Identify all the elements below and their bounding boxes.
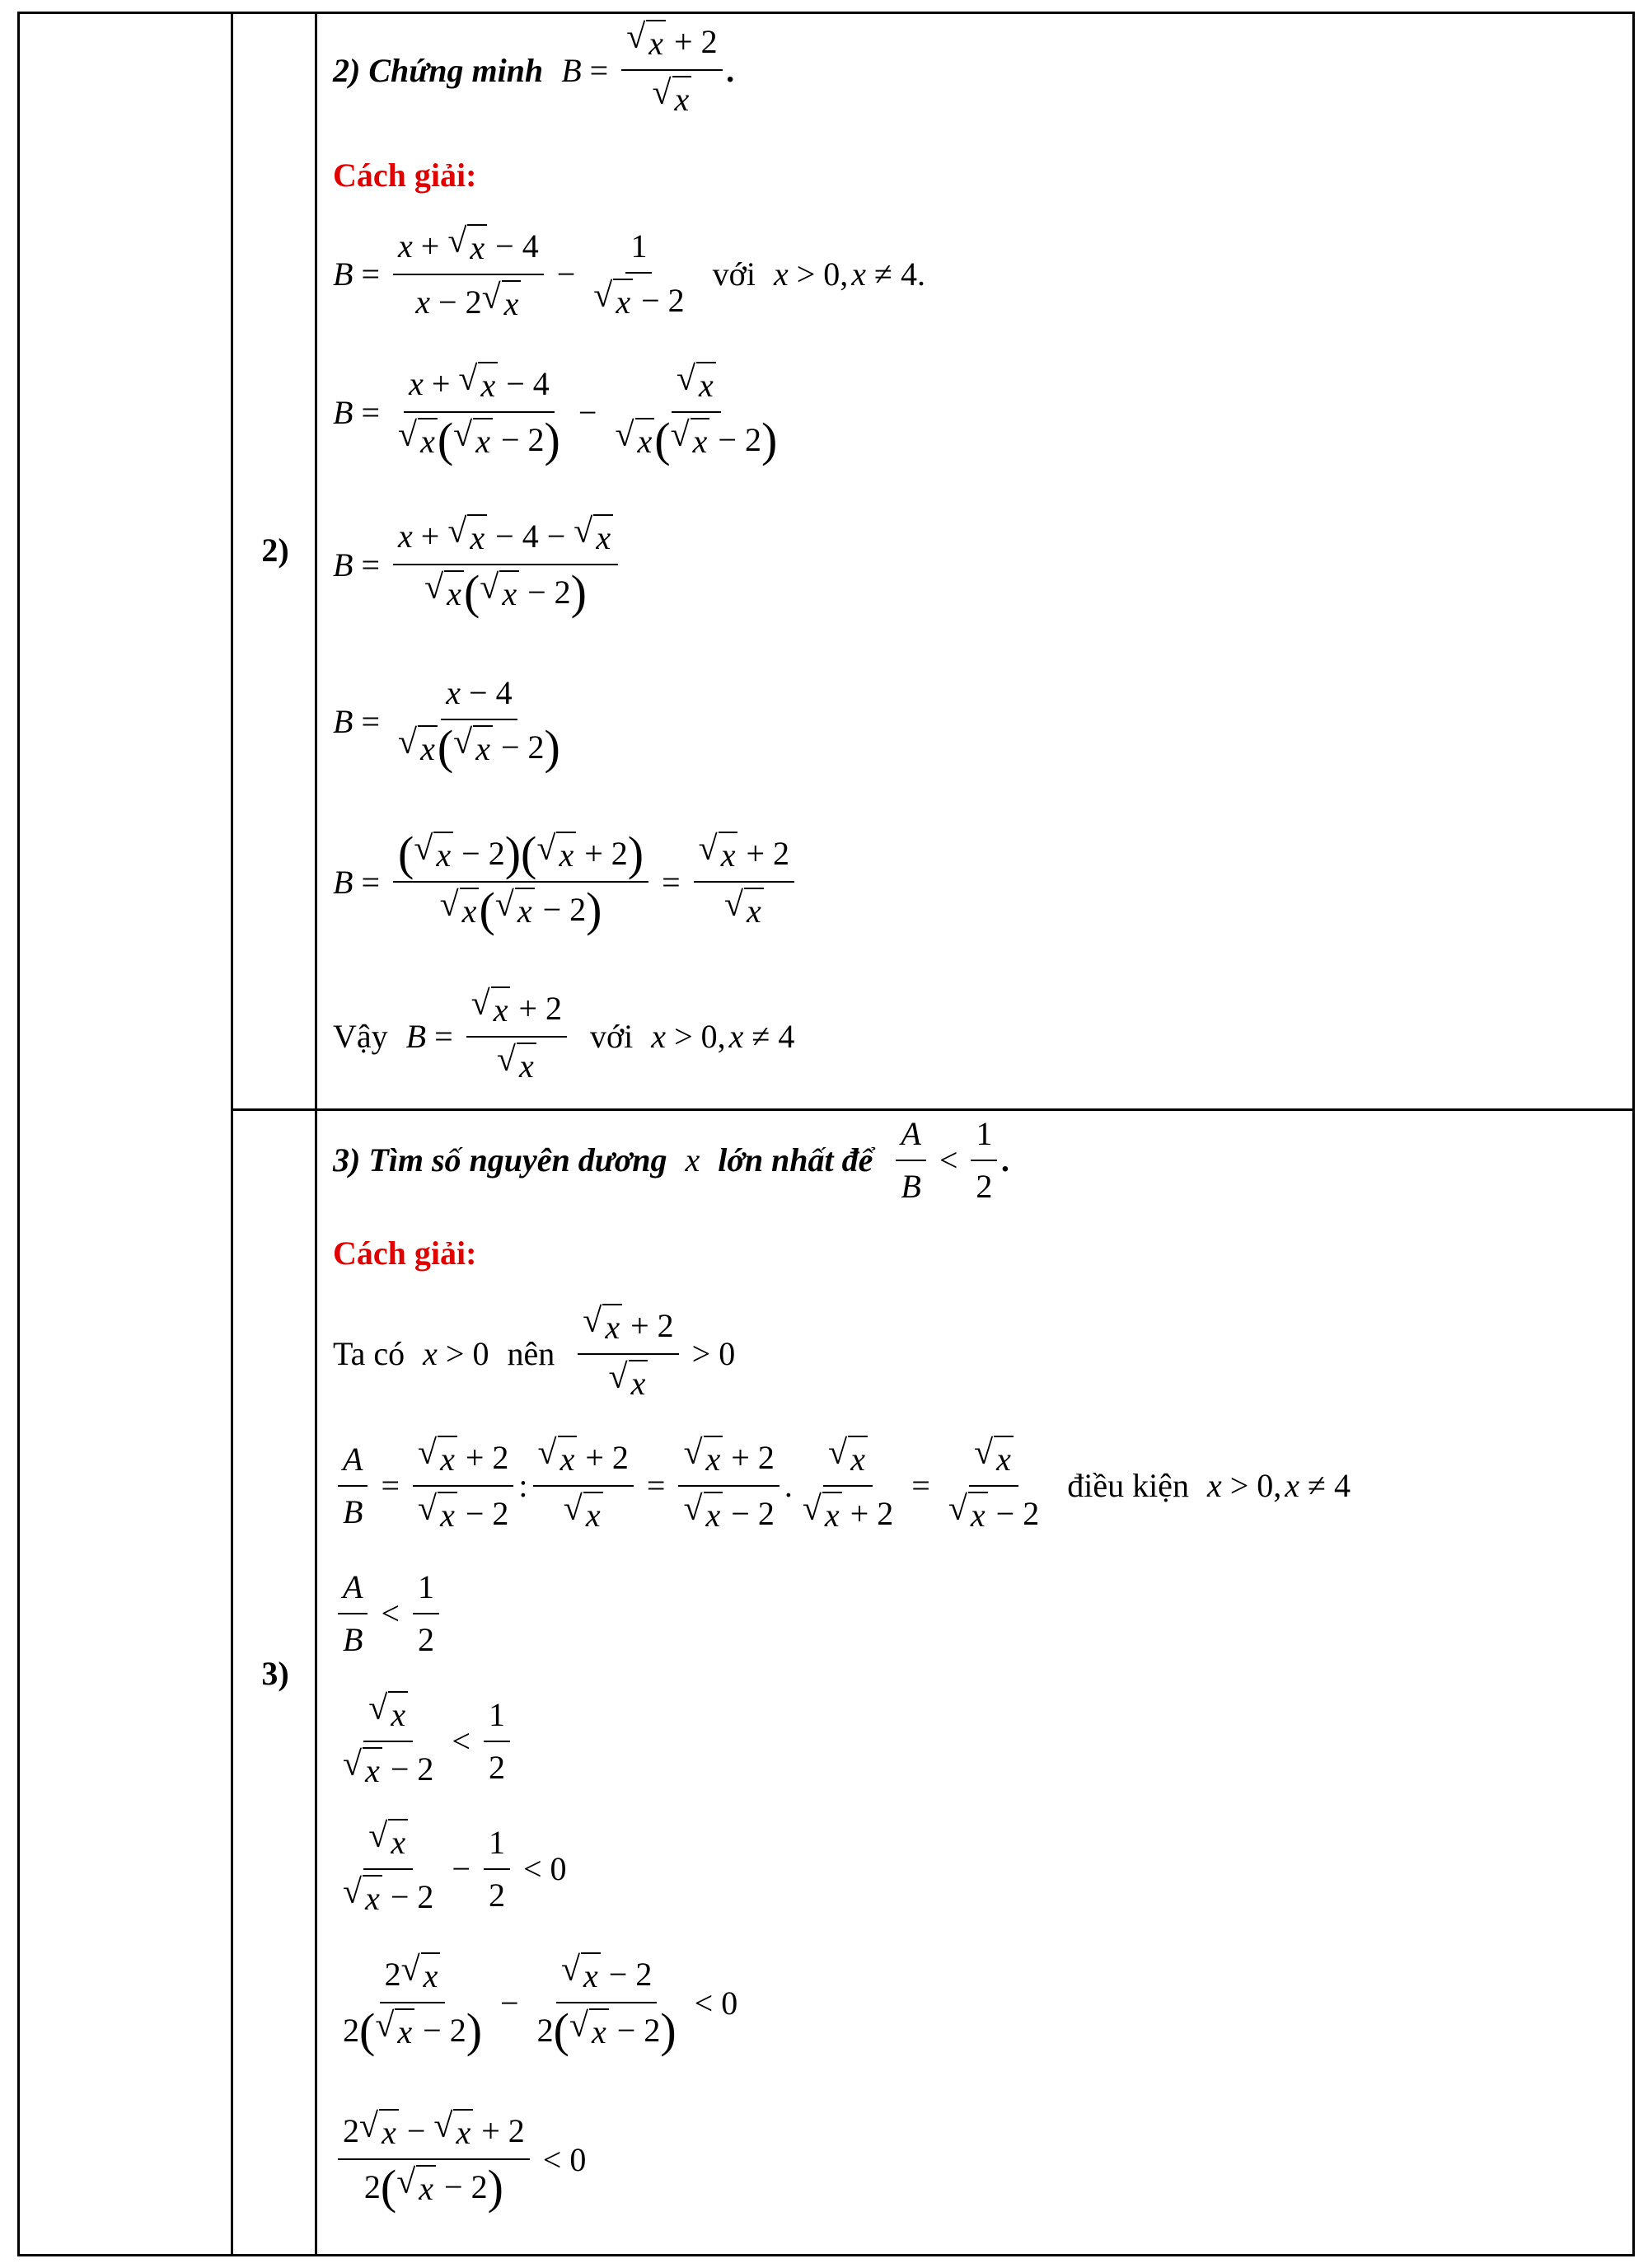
row-2-cach-giai: Cách giải:: [333, 156, 477, 194]
row-2-step-4: B = x − 4 √ x ( √ x − 2 ): [333, 674, 560, 774]
table-left-border: [17, 12, 20, 2256]
row-2-conclusion-cond: với: [590, 1018, 634, 1055]
row-3-heading-mid: lớn nhất để: [718, 1141, 873, 1179]
row-2-step-3: B = x + √ x − 4 − √ x √ x ( √ x − 2 ): [333, 503, 623, 626]
row-3-cach-giai: Cách giải:: [333, 1234, 477, 1272]
row-label-2: 2): [261, 532, 289, 569]
row-2-step-2: B = x + √ x − 4 √ x ( √ x − 2 ) − √ x √ x ( √ x − 2 ): [333, 360, 778, 466]
row-3-heading-text: 3) Tìm số nguyên dương: [333, 1141, 667, 1179]
column-divider-2: [315, 12, 317, 2256]
row-3-dieu-kien: điều kiện: [1067, 1467, 1189, 1504]
row-2-condition-word: với: [712, 255, 756, 293]
row-3-step-4: √ x √ x − 2 < $\frac{1}{2}$: [333, 1689, 515, 1792]
row-2-conclusion: Vậy B = √ x + 2 √ x với x > 0, x ≠ 4: [333, 985, 794, 1088]
row-2-heading-text: 2) Chứng minh: [333, 51, 544, 89]
row-label-3: 3): [261, 1655, 289, 1692]
row-3-step-7: 2 √ x − √ x + 2 2 ( √ x − 2 ) < 0: [333, 2097, 586, 2221]
row-2-heading: 2) Chứng minh B = √ x + 2 √ x .: [333, 25, 736, 115]
column-divider-1: [231, 12, 233, 2256]
row-3-step-5: √ x √ x − 2 − $\frac{1}{2}$ < 0: [333, 1817, 567, 1920]
row-3-heading: 3) Tìm số nguyên dương x lớn nhất để $\frac{A}{B}$ < $\frac{1}{2}$ .: [333, 1114, 1011, 1205]
row-2-heading-formula: B: [561, 51, 582, 89]
row-3-step-3: $\frac{A}{B}$ < $\frac{1}{2}$: [333, 1562, 444, 1665]
table-top-border: [17, 12, 1635, 14]
row-2-step-1: B = x + √ x − 4 x − 2 √ x − 1 √ x − 2 với x > 0, x ≠ 4 .: [333, 223, 925, 326]
row-2-step-5: B = ( √ x − 2 ) ( √ x + 2 ) √ x ( √ x − 2 ) = √ x + 2 √ x: [333, 812, 799, 952]
table-bottom-border: [17, 2254, 1635, 2256]
row-divider: [231, 1108, 1635, 1111]
row-3-ta-co: Ta có: [333, 1335, 405, 1372]
row-3-step-1: Ta có x > 0 nên √ x + 2 √ x > 0: [333, 1302, 735, 1405]
table-right-border: [1632, 12, 1635, 2256]
row-3-step-2: $\frac{A}{B}$ = √ x + 2 √ x − 2 : √ x + 2 √ x = √ x + 2 √ x − 2 . √ x √ x + 2 = √ x √ x − 2 điều kiện x > 0, x ≠ 4: [333, 1434, 1351, 1537]
row-3-step-6: 2 √ x 2 ( √ x − 2 ) − √ x − 2 2 ( √ x − 2 ) < 0: [343, 1951, 738, 2057]
row-3-nen: nên: [507, 1335, 555, 1372]
row-2-conclusion-word: Vậy: [333, 1018, 388, 1055]
